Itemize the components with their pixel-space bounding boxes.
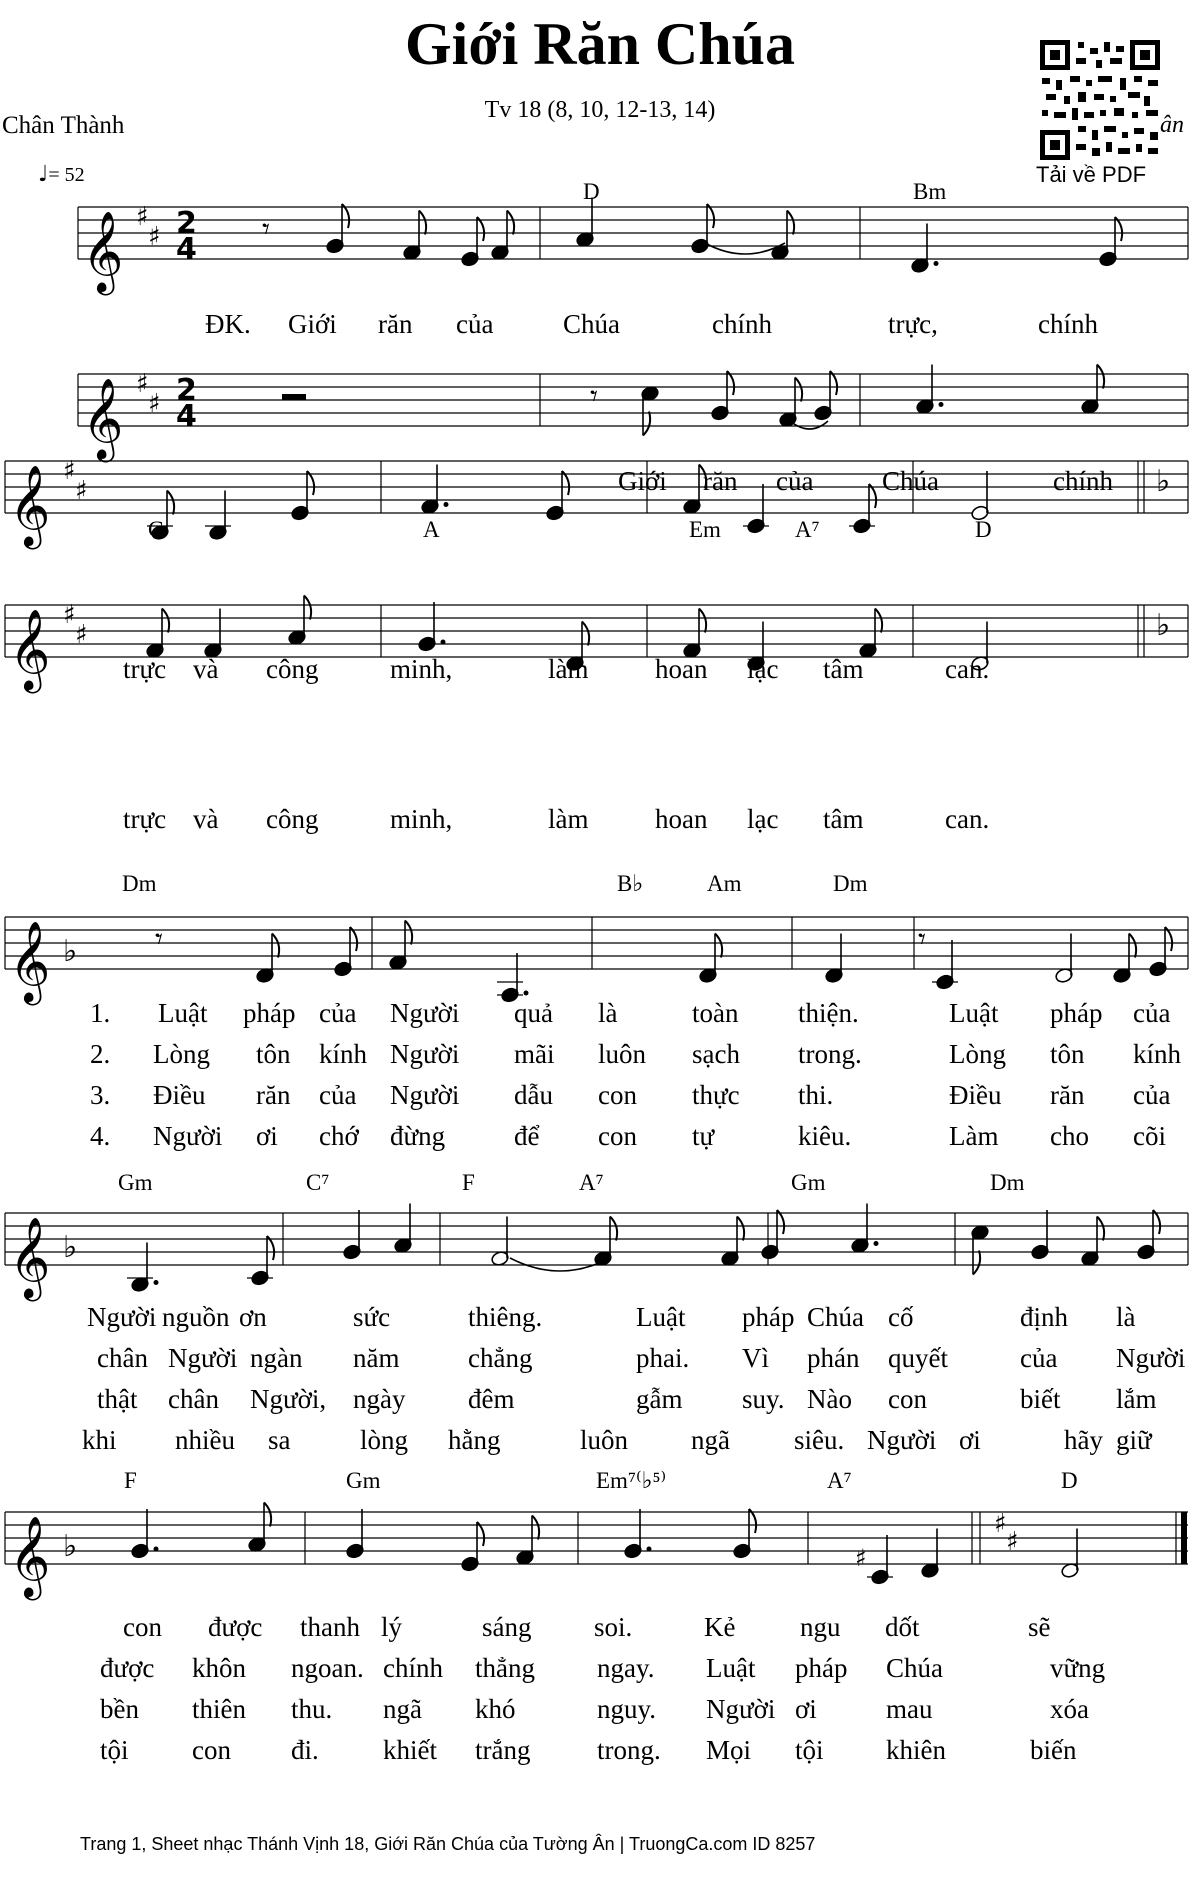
key-sharp-icon: ♯ xyxy=(148,222,161,252)
note-flag xyxy=(162,609,169,633)
note-flag xyxy=(272,934,279,958)
chord-symbol: D xyxy=(583,179,600,204)
lyric-syllable: 3. xyxy=(90,1080,111,1110)
lyric-syllable: sẽ xyxy=(1028,1612,1051,1642)
lyric-syllable: chính xyxy=(1038,309,1098,339)
lyric-syllable: công xyxy=(266,654,319,684)
key-sharp-icon: ♯ xyxy=(1006,1527,1019,1557)
lyric-syllable: con xyxy=(598,1121,637,1151)
key-change-flat-icon: ♭ xyxy=(1156,608,1171,643)
lyric-syllable: làm xyxy=(548,804,589,834)
lyric-syllable: là xyxy=(1116,1302,1136,1332)
final-barline-thick xyxy=(1181,1512,1187,1564)
lyric-syllable: ơi xyxy=(256,1121,278,1151)
lyric-syllable: để xyxy=(514,1121,540,1151)
lyric-syllable: công xyxy=(266,804,319,834)
download-pdf-link[interactable]: Tải về PDF xyxy=(1036,162,1147,187)
lyric-syllable: của xyxy=(1133,998,1171,1028)
lyric-syllable: khiết xyxy=(383,1735,437,1765)
lyric-syllable: thiện. xyxy=(798,998,859,1028)
chord-symbol: Dm xyxy=(990,1170,1025,1195)
lyric-syllable: mãi xyxy=(514,1039,555,1069)
treble-clef-icon: 𝄞 xyxy=(9,920,51,1002)
eighth-rest-icon: 𝄾 xyxy=(590,379,598,414)
treble-clef-icon: 𝄞 xyxy=(9,464,51,546)
lyric-syllable: Kẻ xyxy=(704,1612,736,1642)
lyric-syllable: được xyxy=(100,1653,155,1683)
lyric-syllable: và xyxy=(193,654,219,684)
lyric-syllable: sức xyxy=(353,1302,391,1332)
treble-clef-icon: 𝄞 xyxy=(9,1216,51,1298)
lyric-syllable: pháp xyxy=(1050,998,1103,1028)
note-flag xyxy=(477,217,484,241)
lyric-syllable: nguồn xyxy=(162,1302,230,1332)
lyric-syllable: phai. xyxy=(636,1343,690,1373)
lyric-syllable: hằng xyxy=(448,1425,501,1455)
lyric-syllable: xóa xyxy=(1050,1694,1089,1724)
note-dot xyxy=(444,502,449,507)
key-sharp-icon: ♯ xyxy=(63,456,76,486)
lyric-syllable: tâm xyxy=(823,654,864,684)
lyric-syllable: tôn xyxy=(1050,1039,1085,1069)
lyric-syllable: thẳng xyxy=(475,1653,535,1683)
lyric-syllable: con xyxy=(888,1384,927,1414)
lyric-syllable: soi. xyxy=(594,1612,633,1642)
lyric-syllable: bền xyxy=(100,1694,139,1724)
lyric-syllable: cõi xyxy=(1133,1121,1166,1151)
lyric-syllable: Người xyxy=(867,1425,937,1455)
lyric-syllable: sạch xyxy=(692,1039,740,1069)
lyric-syllable: làm xyxy=(548,654,589,684)
lyric-syllable: can. xyxy=(945,804,990,834)
lyric-syllable: hãy xyxy=(1064,1425,1103,1455)
lyric-syllable: siêu. xyxy=(794,1425,845,1455)
time-signature-top: 2 xyxy=(176,206,197,241)
chord-symbol: Gm xyxy=(791,1170,826,1195)
lyric-syllable: chính xyxy=(383,1653,443,1683)
chord-symbol: Am xyxy=(707,871,742,896)
lyric-syllable: ĐK. xyxy=(205,309,251,339)
lyric-syllable: hoan xyxy=(655,654,708,684)
lyric-syllable: vững xyxy=(1050,1653,1106,1683)
lyric-syllable: tội xyxy=(100,1735,129,1765)
lyric-syllable: kính xyxy=(319,1039,368,1069)
chord-symbol: Dm xyxy=(122,871,157,896)
lyric-syllable: tâm xyxy=(823,804,864,834)
lyric-syllable: chính xyxy=(1053,466,1113,496)
lyric-syllable: toàn xyxy=(692,998,739,1028)
lyric-syllable: của xyxy=(1020,1343,1058,1373)
lyric-syllable: trong. xyxy=(798,1039,862,1069)
lyric-syllable: luôn xyxy=(598,1039,647,1069)
note-flag xyxy=(507,211,514,235)
lyric-syllable: của xyxy=(319,998,357,1028)
tie-slur xyxy=(790,421,828,429)
lyric-syllable: ngu xyxy=(800,1612,841,1642)
lyric-syllable: ơi xyxy=(795,1694,817,1724)
lyric-syllable: chẳng xyxy=(468,1343,533,1373)
key-sharp-icon: ♯ xyxy=(75,476,88,506)
lyric-syllable: Người xyxy=(706,1694,776,1724)
key-sharp-icon: ♯ xyxy=(136,369,149,399)
note-flag xyxy=(795,378,802,402)
lyric-syllable: Người xyxy=(390,1080,460,1110)
lyric-syllable: Điều xyxy=(153,1080,206,1110)
lyric-syllable: Lòng xyxy=(153,1039,210,1069)
note-flag xyxy=(1115,217,1122,241)
lyric-syllable: khôn xyxy=(192,1653,246,1683)
note-dot xyxy=(441,640,446,645)
lyric-syllable: răn xyxy=(256,1080,291,1110)
key-sharp-icon: ♯ xyxy=(63,600,76,630)
half-rest-icon xyxy=(282,394,306,400)
note-flag xyxy=(707,204,714,228)
lyric-syllable: dốt xyxy=(885,1612,920,1642)
time-signature-bottom: 4 xyxy=(176,232,197,267)
lyric-syllable: của xyxy=(1133,1080,1171,1110)
lyric-syllable: khiên xyxy=(886,1735,946,1765)
lyric-syllable: ngày xyxy=(353,1384,406,1414)
lyric-syllable: khó xyxy=(475,1694,516,1724)
lyric-syllable: trực xyxy=(123,654,167,684)
lyric-syllable: biết xyxy=(1020,1384,1061,1414)
note-flag xyxy=(787,211,794,235)
lyric-syllable: của xyxy=(319,1080,357,1110)
lyric-syllable: chân xyxy=(97,1343,148,1373)
chord-symbol: Em xyxy=(689,517,721,542)
key-sharp-icon: ♯ xyxy=(136,202,149,232)
chord-symbol: A⁷ xyxy=(827,1468,852,1493)
chord-symbol: Gm xyxy=(346,1468,381,1493)
lyric-syllable: Người xyxy=(87,1302,157,1332)
key-flat-icon: ♭ xyxy=(63,1230,78,1265)
lyric-syllable: Luật xyxy=(949,998,999,1028)
lyric-syllable: sa xyxy=(268,1425,291,1455)
eighth-rest-icon: 𝄾 xyxy=(262,212,270,247)
treble-clef-icon: 𝄞 xyxy=(82,377,124,459)
lyric-syllable: của xyxy=(456,309,494,339)
lyric-syllable: phán xyxy=(807,1343,860,1373)
lyric-syllable: tôn xyxy=(256,1039,291,1069)
treble-clef-icon: 𝄞 xyxy=(9,1515,51,1597)
lyric-syllable: lạc xyxy=(747,804,779,834)
lyric-syllable: Người xyxy=(1116,1343,1186,1373)
note-dot xyxy=(934,261,939,266)
lyric-syllable: được xyxy=(208,1612,263,1642)
note-flag xyxy=(1097,1217,1104,1241)
psalm-reference: Tv 18 (8, 10, 12-13, 14) xyxy=(484,97,716,123)
eighth-rest-icon: 𝄾 xyxy=(918,922,926,957)
lyric-syllable: ngã xyxy=(691,1425,730,1455)
lyric-syllable: Chúa xyxy=(882,466,939,496)
time-signature-bottom: 4 xyxy=(176,399,197,434)
lyric-syllable: răn xyxy=(378,309,413,339)
lyric-syllable: ngã xyxy=(383,1694,422,1724)
lyric-syllable: thiêng. xyxy=(468,1302,543,1332)
lyric-syllable: nhiều xyxy=(175,1425,235,1455)
lyric-syllable: Chúa xyxy=(807,1302,864,1332)
lyric-syllable: con xyxy=(123,1612,162,1642)
note-flag xyxy=(167,491,174,515)
lyric-syllable: thu. xyxy=(291,1694,333,1724)
note-dot xyxy=(647,1547,652,1552)
lyric-syllable: thi. xyxy=(798,1080,834,1110)
lyric-syllable: trong. xyxy=(597,1735,661,1765)
lyric-syllable: Luật xyxy=(636,1302,686,1332)
key-flat-icon: ♭ xyxy=(63,934,78,969)
lyric-syllable: Giới xyxy=(288,309,337,339)
note-flag xyxy=(1097,365,1104,389)
lyric-syllable: đi. xyxy=(291,1735,319,1765)
lyric-syllable: Người, xyxy=(250,1384,327,1414)
note-flag xyxy=(875,609,882,633)
lyric-syllable: cho xyxy=(1050,1121,1089,1151)
lyric-syllable: Làm xyxy=(949,1121,999,1151)
lyric-syllable: ơn xyxy=(239,1302,267,1332)
lyric-syllable: đừng xyxy=(390,1121,446,1151)
lyric-syllable: Người xyxy=(390,998,460,1028)
lyric-syllable: và xyxy=(193,804,219,834)
lyric-syllable: Lòng xyxy=(949,1039,1006,1069)
lyric-syllable: minh, xyxy=(390,654,453,684)
note-dot xyxy=(154,1547,159,1552)
lyric-syllable: pháp xyxy=(795,1653,848,1683)
lyric-syllable: Luật xyxy=(158,998,208,1028)
song-title: Giới Răn Chúa xyxy=(405,11,795,77)
lyric-syllable: thật xyxy=(97,1384,138,1414)
chord-symbol: F xyxy=(124,1468,137,1493)
lyric-syllable: chớ xyxy=(319,1121,359,1151)
lyric-syllable: con xyxy=(598,1080,637,1110)
lyric-syllable: luôn xyxy=(580,1425,629,1455)
lyric-syllable: trực, xyxy=(888,309,938,339)
note-dot xyxy=(524,991,529,996)
lyric-syllable: chính xyxy=(712,309,772,339)
accidental-sharp-icon: ♯ xyxy=(855,1544,867,1572)
note-flag xyxy=(737,1217,744,1241)
lyric-syllable: mau xyxy=(886,1694,933,1724)
lyric-syllable: thanh xyxy=(300,1612,360,1642)
lyric-syllable: minh, xyxy=(390,804,453,834)
lyric-syllable: biến xyxy=(1030,1735,1077,1765)
chord-symbol: A xyxy=(423,517,440,542)
key-change-flat-icon: ♭ xyxy=(1156,464,1171,499)
key-sharp-icon: ♯ xyxy=(148,389,161,419)
lyric-syllable: Chúa xyxy=(886,1653,943,1683)
lyric-syllable: 2. xyxy=(90,1039,111,1069)
note-flag xyxy=(715,934,722,958)
note-flag xyxy=(582,622,589,646)
lyric-syllable: trực xyxy=(123,804,167,834)
treble-clef-icon: 𝄞 xyxy=(9,608,51,690)
chord-symbol: Em⁷⁽♭⁵⁾ xyxy=(596,1468,667,1493)
chord-symbol: Dm xyxy=(833,871,868,896)
lyric-syllable: Người xyxy=(168,1343,238,1373)
lyric-syllable: cố xyxy=(888,1302,914,1332)
note-flag xyxy=(405,921,412,945)
lyric-syllable: Luật xyxy=(706,1653,756,1683)
tempo-marking: ♩= 52 xyxy=(38,162,85,187)
lyric-syllable: ngoan. xyxy=(291,1653,364,1683)
time-signature-top: 2 xyxy=(176,373,197,408)
lyric-syllable: gẫm xyxy=(636,1384,683,1414)
chord-symbol: F xyxy=(462,1170,475,1195)
lyric-syllable: Người xyxy=(153,1121,223,1151)
lyric-syllable: khi xyxy=(82,1425,117,1455)
note-flag xyxy=(1129,934,1136,958)
note-flag xyxy=(342,204,349,228)
key-sharp-icon: ♯ xyxy=(75,620,88,650)
chord-symbol: D xyxy=(975,517,992,542)
note-flag xyxy=(610,1217,617,1241)
eighth-rest-icon: 𝄾 xyxy=(155,922,163,957)
lyric-syllable: hoan xyxy=(655,804,708,834)
lyric-syllable: thực xyxy=(692,1080,740,1110)
note-flag xyxy=(419,211,426,235)
lyric-syllable: kiêu. xyxy=(798,1121,852,1151)
lyric-syllable: là xyxy=(598,998,618,1028)
lyric-syllable: 1. xyxy=(90,998,111,1028)
lyric-syllable: tự xyxy=(692,1121,715,1151)
lyric-syllable: răn xyxy=(703,466,738,496)
lyric-syllable: chân xyxy=(168,1384,219,1414)
chord-symbol: D xyxy=(1061,1468,1078,1493)
note-dot xyxy=(939,402,944,407)
lyric-syllable: của xyxy=(776,466,814,496)
lyric-syllable: lạc xyxy=(747,654,779,684)
lyric-syllable: Nào xyxy=(807,1384,852,1414)
page-footer: Trang 1, Sheet nhạc Thánh Vịnh 18, Giới Răn Chúa của Tường Ân | TruongCa.com ID 8257 xyxy=(80,1834,816,1854)
lyric-syllable: lý xyxy=(381,1612,403,1642)
lyric-syllable: pháp xyxy=(243,998,296,1028)
lyric-syllable: con xyxy=(192,1735,231,1765)
chord-symbol: Gm xyxy=(118,1170,153,1195)
key-sharp-icon: ♯ xyxy=(994,1509,1007,1539)
lyric-syllable: sáng xyxy=(482,1612,532,1642)
note-dot xyxy=(154,1280,159,1285)
key-flat-icon: ♭ xyxy=(63,1529,78,1564)
lyric-syllable: lòng xyxy=(360,1425,409,1455)
lyric-syllable: quả xyxy=(514,998,553,1028)
lyric-syllable: quyết xyxy=(888,1343,948,1373)
lyric-syllable: giữ xyxy=(1116,1425,1152,1455)
lyric-syllable: lắm xyxy=(1116,1384,1157,1414)
lyric-syllable: 4. xyxy=(90,1121,111,1151)
note-flag xyxy=(304,596,311,620)
lyric-syllable: ngàn xyxy=(250,1343,303,1373)
chord-symbol: G xyxy=(148,517,165,542)
note-flag xyxy=(264,1503,271,1527)
lyric-syllable: dẫu xyxy=(514,1080,553,1110)
treble-clef-icon: 𝄞 xyxy=(82,210,124,292)
note-flag xyxy=(699,609,706,633)
lyric-syllable: nguy. xyxy=(597,1694,656,1724)
chord-symbol: A⁷ xyxy=(795,517,820,542)
lyric-syllable: Điều xyxy=(949,1080,1002,1110)
lyric-syllable: Mọi xyxy=(706,1735,752,1765)
composer-name: Chân Thành xyxy=(2,112,125,139)
lyric-syllable: răn xyxy=(1050,1080,1085,1110)
note-flag xyxy=(973,1251,980,1275)
note-flag xyxy=(643,412,650,436)
lyric-syllable: kính xyxy=(1133,1039,1182,1069)
quarter-note-icon: ♩ xyxy=(38,162,49,187)
chord-symbol: Bm xyxy=(913,179,947,204)
note-dot xyxy=(874,1241,879,1246)
lyric-syllable: Chúa xyxy=(563,309,620,339)
chord-symbol: A⁷ xyxy=(579,1170,604,1195)
lyric-syllable: suy. xyxy=(742,1384,785,1414)
qr-side-text: ân xyxy=(1160,112,1184,138)
lyric-syllable: Vì xyxy=(742,1343,769,1373)
lyric-syllable: thiên xyxy=(192,1694,246,1724)
chord-symbol: C⁷ xyxy=(306,1170,330,1195)
lyric-syllable: tội xyxy=(795,1735,824,1765)
lyric-syllable: năm xyxy=(353,1343,400,1373)
lyric-syllable: định xyxy=(1020,1302,1069,1332)
lyric-syllable: Giới xyxy=(618,466,667,496)
note-flag xyxy=(532,1516,539,1540)
lyric-syllable: can. xyxy=(945,654,990,684)
chord-symbol: B♭ xyxy=(617,871,644,896)
lyric-syllable: đêm xyxy=(468,1384,515,1414)
lyric-syllable: trắng xyxy=(475,1735,531,1765)
lyric-syllable: pháp xyxy=(742,1302,795,1332)
lyric-syllable: Người xyxy=(390,1039,460,1069)
lyric-syllable: ngay. xyxy=(597,1653,655,1683)
lyric-syllable: ơi xyxy=(959,1425,981,1455)
